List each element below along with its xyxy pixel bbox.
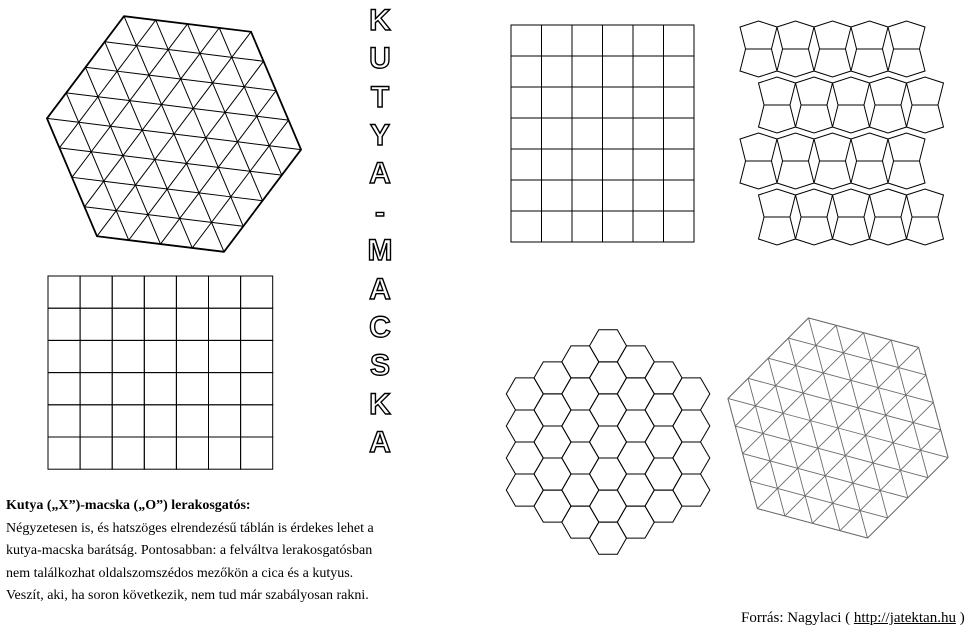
grid-line (893, 423, 913, 443)
grid-line (845, 456, 873, 463)
grid-line (823, 373, 830, 401)
grid-line (755, 406, 762, 434)
grid-line (898, 368, 926, 375)
grid-line (743, 433, 763, 453)
title-letter: S (369, 349, 390, 383)
grid-line (893, 443, 900, 471)
title-letter: Y (369, 119, 390, 153)
description-heading: Kutya („X”)-macska („O”) lerakosgatós: (6, 498, 251, 513)
grid-line (843, 353, 871, 360)
grid-line (816, 325, 836, 345)
grid-line (860, 490, 880, 510)
grid-line (864, 333, 871, 361)
grid-line (851, 380, 879, 387)
grid-line (843, 353, 850, 381)
grid-line (798, 468, 826, 475)
grid-line (906, 395, 934, 402)
credit-prefix: Forrás: Nagylaci ( (741, 610, 854, 626)
grid-line (886, 415, 914, 422)
grid-line (783, 413, 790, 441)
title-letter: U (369, 42, 391, 76)
grid-line (778, 488, 785, 516)
grid-line (860, 511, 867, 539)
grid-line (913, 402, 933, 422)
grid-line (803, 373, 823, 393)
grid-line (805, 496, 812, 524)
grid-line (845, 456, 852, 484)
grid-line (853, 483, 860, 511)
grid-line (921, 450, 949, 457)
grid-line (816, 345, 823, 373)
grid-line (898, 368, 905, 396)
grid-line (880, 490, 908, 497)
grid-line (833, 483, 853, 503)
grid-line (866, 415, 886, 435)
grid-line (851, 380, 858, 408)
grid-line (831, 400, 859, 407)
grid-line (858, 408, 865, 436)
description-line: Veszít, aki, ha soron következik, nem tud már szabályosan rakni. (6, 588, 369, 603)
grid-line (913, 423, 941, 430)
grid-line (825, 476, 832, 504)
title-letter: A (369, 425, 391, 459)
grid-line (840, 511, 860, 531)
grid-line (838, 408, 858, 428)
grid-line (790, 441, 818, 448)
grid-line (778, 488, 806, 495)
grid-line (798, 448, 818, 468)
grid-line (818, 428, 838, 448)
grid-line (838, 428, 866, 435)
grid-line (871, 360, 878, 388)
grid-line (906, 375, 926, 395)
source-credit (741, 610, 965, 627)
grid-line (783, 393, 803, 413)
grid-line (836, 325, 843, 353)
grid-line (763, 433, 770, 461)
grid-line (900, 470, 928, 477)
grid-line (770, 461, 777, 489)
grid-line (833, 503, 861, 510)
grid-line (880, 490, 887, 518)
grid-line (921, 450, 928, 478)
grid-line (878, 388, 885, 416)
grid-line (805, 496, 833, 503)
grid-line (748, 378, 776, 385)
grid-line (871, 340, 891, 360)
grid-line (778, 468, 798, 488)
title-letter: C (369, 310, 391, 344)
grid-line (843, 333, 863, 353)
grid-line (790, 421, 810, 441)
grid-line (838, 428, 845, 456)
title-letter: K (369, 4, 391, 37)
grid-line (825, 456, 845, 476)
grid-line (913, 423, 920, 451)
grid-line (776, 386, 783, 414)
grid-line (728, 398, 756, 405)
grid-line (750, 461, 770, 481)
grid-line (886, 415, 893, 443)
grid-line (763, 433, 791, 440)
description-line: Négyzetesen is, és hatszöges elrendezésű táblán is érdekes lehet a (6, 520, 374, 536)
grid-line (805, 476, 825, 496)
grid-line (851, 360, 871, 380)
grid-line (803, 393, 810, 421)
grid-line (757, 488, 777, 508)
grid-line (810, 421, 838, 428)
title-letter: M (367, 234, 393, 268)
grid-line (833, 503, 840, 531)
grid-line (818, 448, 825, 476)
grid-line (755, 406, 783, 413)
grid-line (860, 511, 888, 518)
grid-line (776, 386, 804, 393)
grid-line (776, 366, 796, 386)
grid-line (866, 435, 894, 442)
grid-line (770, 461, 798, 468)
grid-line (768, 358, 775, 386)
grid-line (858, 408, 886, 415)
title-letter: A (369, 157, 391, 191)
grid-line (853, 483, 881, 490)
grid-line (783, 413, 811, 420)
grid-line (823, 353, 843, 373)
grid-line (750, 481, 778, 488)
description (6, 495, 446, 608)
grid-line (763, 413, 783, 433)
grid-line (735, 426, 763, 433)
grid-line (823, 373, 851, 380)
grid-line (812, 503, 832, 523)
grid-line (798, 468, 805, 496)
grid-line (878, 368, 898, 388)
grid-line (886, 395, 906, 415)
grid-line (748, 378, 755, 406)
vertical-title (354, 6, 406, 458)
grid-line (743, 454, 771, 461)
grid-line (873, 463, 880, 491)
grid-line (858, 388, 878, 408)
grid-line (788, 338, 795, 366)
grid-line (816, 345, 844, 352)
grid-line (900, 470, 907, 498)
grid-line (831, 400, 838, 428)
title-letter: K (369, 387, 391, 421)
grid-line (873, 443, 893, 463)
grid-line (790, 441, 797, 469)
grid-line (796, 345, 816, 365)
grid-line (735, 406, 755, 426)
grid-line (810, 421, 817, 449)
grid-line (900, 450, 920, 470)
grid-line (866, 435, 873, 463)
grid-line (891, 340, 898, 368)
grid-line (785, 496, 805, 516)
grid-line (831, 380, 851, 400)
description-line: kutya-macska barátság. Pontosabban: a felváltva lerakosgatósban (6, 543, 373, 558)
grid-line (880, 470, 900, 490)
grid-line (803, 393, 831, 400)
grid-line (898, 347, 918, 367)
grid-line (878, 388, 906, 395)
grid-line (893, 443, 921, 450)
grid-line (808, 318, 815, 346)
grid-line (818, 448, 846, 455)
title-letter: A (369, 272, 391, 306)
grid-line (873, 463, 901, 470)
grid-line (810, 400, 830, 420)
grid-line (768, 358, 796, 365)
grid-line (825, 476, 853, 483)
grid-line (845, 435, 865, 455)
grid-line (906, 395, 913, 423)
grid-line (796, 366, 803, 394)
credit-suffix: ) (955, 610, 965, 626)
grid-line (788, 338, 816, 345)
grid-line (796, 366, 824, 373)
title-letter: T (370, 80, 390, 114)
grid-line (921, 430, 941, 450)
description-line: nem találkozhat oldalszomszédos mezőkön a cica és a kutyus. (6, 565, 354, 581)
grid-line (871, 360, 899, 367)
grid-line (770, 441, 790, 461)
grid-line (755, 386, 775, 406)
grid-line (853, 463, 873, 483)
hex-cell (590, 522, 627, 554)
title-letter: - (375, 195, 385, 229)
source-link[interactable]: http://jatektan.hu (853, 610, 956, 626)
